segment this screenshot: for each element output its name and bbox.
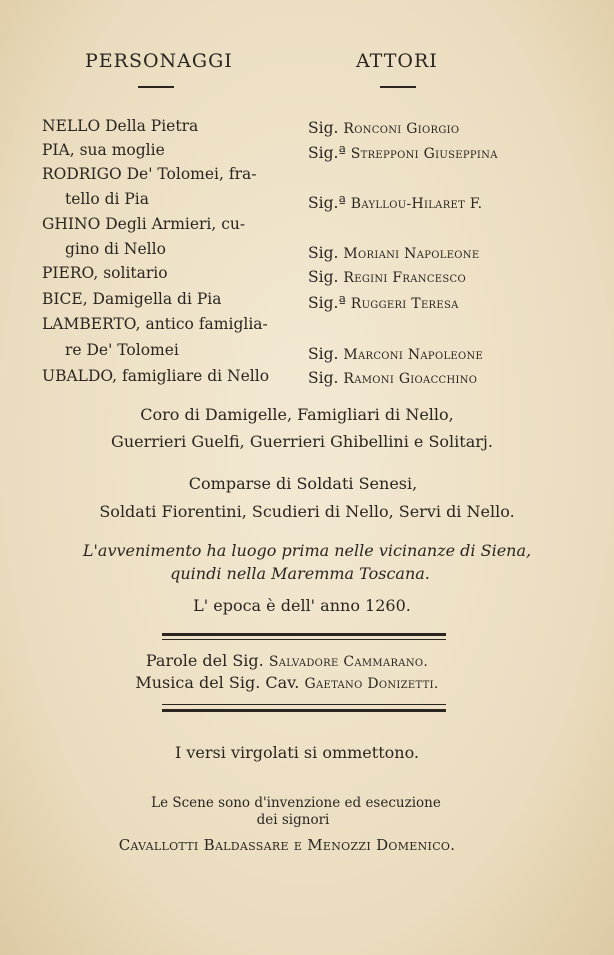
divider-top xyxy=(162,633,446,636)
character-name: NELLO xyxy=(42,117,101,135)
credits-words xyxy=(0,651,614,670)
credits-music-prefix: Musica del Sig. Cav. xyxy=(135,673,305,692)
actor-name: Ronconi Giorgio xyxy=(343,121,460,137)
actor-title: Sig. xyxy=(308,345,339,363)
character-desc: Degli Armieri, cu- xyxy=(100,215,246,233)
actor-name: Moriani Napoleone xyxy=(343,246,480,262)
actor-entry xyxy=(308,369,477,387)
actor-name: Regini Francesco xyxy=(343,270,466,286)
character-desc: , solitario xyxy=(93,264,168,282)
scenes-line-2: dei signori xyxy=(256,812,330,828)
omitted-verses-note: I versi virgolati si ommettono. xyxy=(174,743,420,762)
setting-line-2: quindi nella Maremma Toscana. xyxy=(170,564,430,583)
character-entry xyxy=(42,367,269,385)
character-name: PIERO xyxy=(42,264,94,282)
scenes-names: Cavallotti Baldassare e Menozzi Domenico. xyxy=(118,836,456,854)
setting-line-1: L'avvenimento ha luogo prima nelle vicinanze di Siena, xyxy=(82,541,532,560)
actor-name: Bayllou-Hilaret F. xyxy=(350,196,483,212)
character-name: BICE xyxy=(42,290,83,308)
character-name: LAMBERTO xyxy=(42,315,136,333)
actor-name: Marconi Napoleone xyxy=(343,347,484,363)
cast-row-lamberto-cont xyxy=(0,341,614,365)
character-desc: , antico famiglia- xyxy=(135,315,268,333)
cast-row-lamberto xyxy=(0,315,614,339)
character-desc: , sua moglie xyxy=(69,141,165,159)
actors-underline xyxy=(380,86,416,88)
credits-music-name: Gaetano Donizetti. xyxy=(304,676,439,692)
epoch-text: L' epoca è dell' anno 1260. xyxy=(193,596,411,615)
cast-row-rodrigo xyxy=(0,165,614,189)
actor-title: Sig.ª xyxy=(308,294,346,312)
credits-words-name: Salvadore Cammarano. xyxy=(268,654,429,670)
actor-title: Sig. xyxy=(308,244,339,262)
actor-name: Strepponi Giuseppina xyxy=(350,146,498,162)
character-entry xyxy=(42,315,268,333)
character-entry xyxy=(42,165,256,183)
actor-entry xyxy=(308,144,498,162)
actor-title: Sig. xyxy=(308,268,339,286)
character-entry xyxy=(42,215,245,233)
character-entry xyxy=(42,117,198,135)
cast-row-piero xyxy=(0,264,614,288)
character-desc: Della Pietra xyxy=(100,117,199,135)
cast-row-nello xyxy=(0,117,614,141)
cast-row-pia xyxy=(0,141,614,165)
characters-heading: PERSONAGGI xyxy=(85,50,233,72)
credits-words-prefix: Parole del Sig. xyxy=(145,651,269,670)
character-name: RODRIGO xyxy=(42,165,122,183)
character-name: GHINO xyxy=(42,215,101,233)
chorus-line-1: Coro di Damigelle, Famigliari di Nello, xyxy=(140,405,454,424)
actor-title: Sig. xyxy=(308,119,339,137)
character-desc: , Damigella di Pia xyxy=(82,290,222,308)
cast-row-bice xyxy=(0,290,614,314)
cast-row-rodrigo-cont xyxy=(0,190,614,214)
character-desc-cont: gino di Nello xyxy=(65,240,166,258)
cast-row-ubaldo xyxy=(0,367,614,391)
character-entry xyxy=(42,290,221,308)
actor-title: Sig.ª xyxy=(308,144,346,162)
actor-name: Ruggeri Teresa xyxy=(350,296,459,312)
divider-bottom-thin xyxy=(162,704,446,705)
actor-entry xyxy=(308,294,459,312)
extras-line-2: Soldati Fiorentini, Scudieri di Nello, Servi di Nello. xyxy=(99,502,515,521)
character-desc: De' Tolomei, fra- xyxy=(121,165,257,183)
character-entry xyxy=(42,141,165,159)
cast-row-ghino-cont xyxy=(0,240,614,264)
extras-line-1: Comparse di Soldati Senesi, xyxy=(188,474,418,493)
credits-music xyxy=(0,673,614,692)
actors-heading: ATTORI xyxy=(356,50,438,72)
actor-entry xyxy=(308,268,466,286)
actor-name: Ramoni Gioacchino xyxy=(343,371,478,387)
actor-title: Sig.ª xyxy=(308,194,346,212)
character-entry xyxy=(42,264,168,282)
scenes-line-1: Le Scene sono d'invenzione ed esecuzione xyxy=(151,795,441,811)
cast-row-ghino xyxy=(0,215,614,239)
actor-entry xyxy=(308,119,459,137)
character-desc: , famigliare di Nello xyxy=(112,367,270,385)
character-desc-cont: re De' Tolomei xyxy=(65,341,179,359)
actor-entry xyxy=(308,194,482,212)
character-name: PIA xyxy=(42,141,70,159)
divider-bottom xyxy=(162,709,446,712)
character-name: UBALDO xyxy=(42,367,113,385)
actor-title: Sig. xyxy=(308,369,339,387)
divider-top-thin xyxy=(162,639,446,640)
character-desc-cont: tello di Pia xyxy=(65,190,150,208)
chorus-line-2: Guerrieri Guelfi, Guerrieri Ghibellini e Solitarj. xyxy=(111,432,493,451)
actor-entry xyxy=(308,244,479,262)
characters-underline xyxy=(138,86,174,88)
actor-entry xyxy=(308,345,483,363)
